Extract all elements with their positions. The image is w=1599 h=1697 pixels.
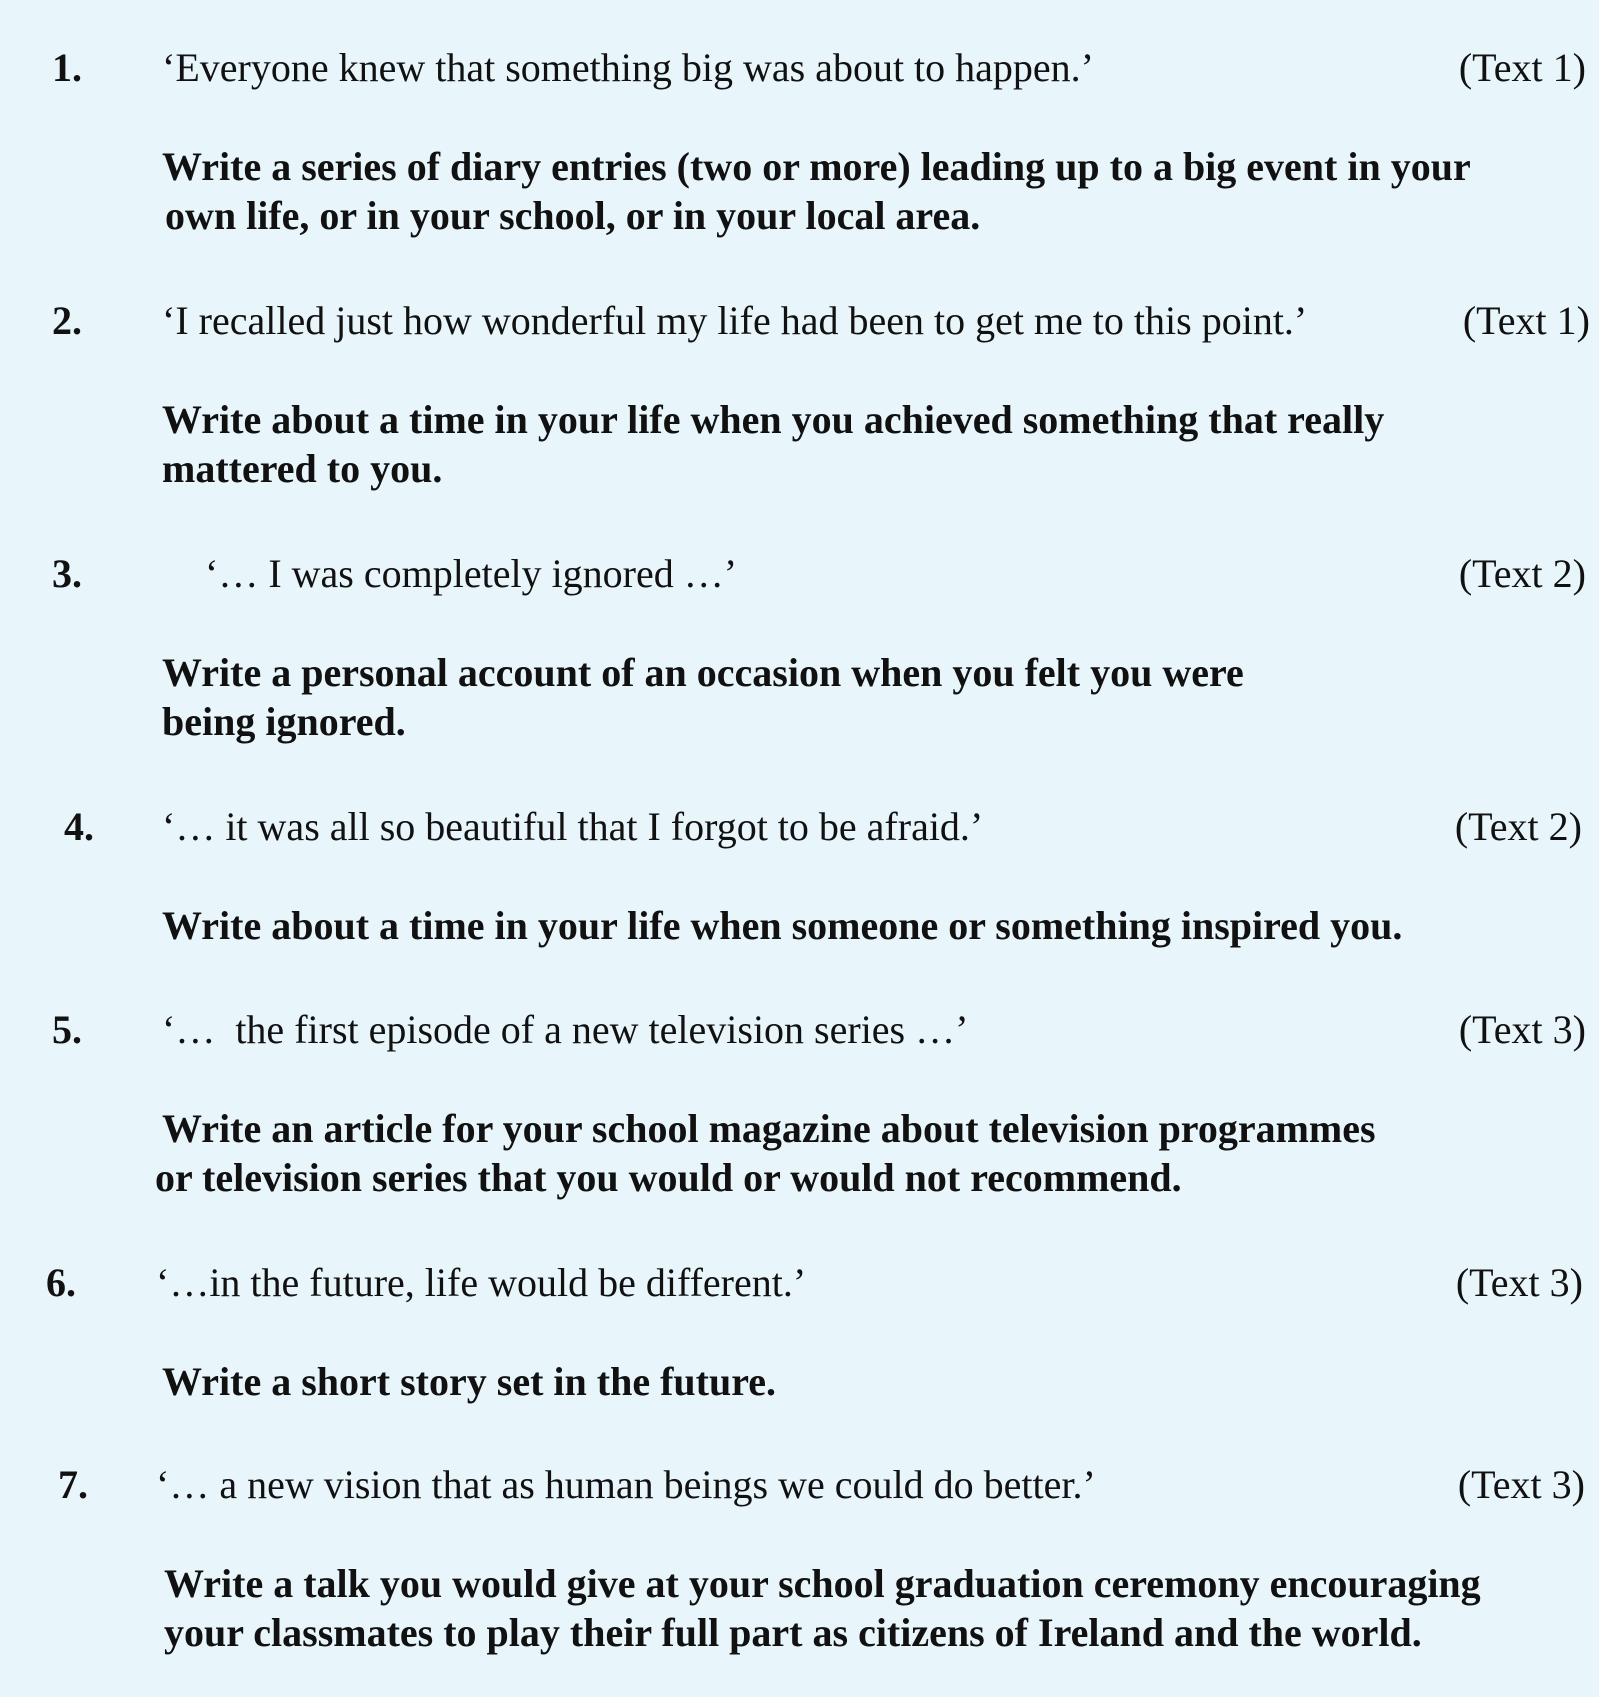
question-number: 1. xyxy=(52,45,82,90)
question-source: (Text 3) xyxy=(1457,1462,1585,1507)
task-line: being ignored. xyxy=(162,699,406,744)
question-quote: ‘… the first episode of a new television series …’ xyxy=(162,1007,969,1052)
task-line: Write an article for your school magazine about television programmes xyxy=(162,1106,1376,1151)
task-line: Write a series of diary entries (two or more) leading up to a big event in your xyxy=(162,144,1471,189)
question-source: (Text 2) xyxy=(1454,804,1582,849)
question-task xyxy=(162,901,1402,950)
question-task xyxy=(162,395,1384,493)
question-quote: ‘… a new vision that as human beings we could do better.’ xyxy=(156,1462,1096,1507)
task-line: Write a talk you would give at your school graduation ceremony encouraging xyxy=(164,1561,1481,1606)
question-quote: ‘Everyone knew that something big was about to happen.’ xyxy=(162,45,1094,90)
question-source: (Text 2) xyxy=(1458,551,1586,596)
question-source: (Text 3) xyxy=(1455,1260,1583,1305)
question-source: (Text 1) xyxy=(1462,298,1590,343)
question-quote: ‘…in the future, life would be different.’ xyxy=(156,1260,807,1305)
task-line: mattered to you. xyxy=(162,446,443,491)
task-line: Write a short story set in the future. xyxy=(162,1359,776,1404)
question-quote: ‘… I was completely ignored …’ xyxy=(205,551,738,596)
question-number: 3. xyxy=(52,551,82,596)
question-task xyxy=(155,1104,1376,1202)
task-line: own life, or in your school, or in your local area. xyxy=(165,193,981,238)
question-number: 6. xyxy=(46,1260,76,1305)
question-source: (Text 1) xyxy=(1458,45,1586,90)
question-task xyxy=(162,648,1244,746)
question-task xyxy=(162,1357,776,1406)
task-line: Write about a time in your life when you achieved something that really xyxy=(162,397,1385,442)
question-task xyxy=(162,142,1471,240)
question-task xyxy=(164,1559,1481,1657)
task-line: or television series that you would or would not recommend. xyxy=(155,1155,1182,1200)
question-number: 7. xyxy=(58,1462,88,1507)
task-line: Write about a time in your life when someone or something inspired you. xyxy=(162,903,1403,948)
task-line: your classmates to play their full part as citizens of Ireland and the world. xyxy=(164,1610,1422,1655)
question-quote: ‘I recalled just how wonderful my life had been to get me to this point.’ xyxy=(162,298,1308,343)
question-number: 4. xyxy=(64,804,94,849)
task-line: Write a personal account of an occasion when you felt you were xyxy=(162,650,1244,695)
question-number: 2. xyxy=(52,298,82,343)
question-source: (Text 3) xyxy=(1458,1007,1586,1052)
question-quote: ‘… it was all so beautiful that I forgot to be afraid.’ xyxy=(162,804,984,849)
question-number: 5. xyxy=(52,1007,82,1052)
